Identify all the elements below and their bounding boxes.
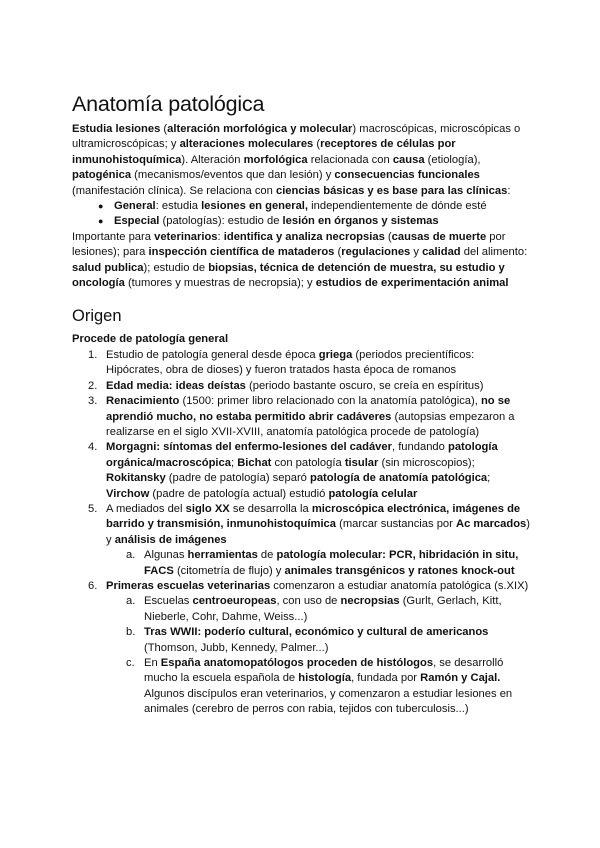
text-run: (Gurlt, Gerlach, Kitt, Nieberle, Cohr, Dahme, Weiss...) [144, 595, 502, 623]
bold-text: Ac marcados [456, 518, 527, 531]
bold-text: Renacimiento [106, 395, 180, 408]
importance-paragraph [72, 230, 530, 292]
sub-list-item [106, 656, 530, 718]
text-run: ) y [106, 518, 531, 546]
text-run: : [217, 230, 224, 243]
bold-text: Rokitansky [106, 472, 166, 485]
text-run: Estudio de patología general desde época [106, 348, 319, 361]
list-item-text [106, 379, 530, 394]
sub-list-letter: a. [126, 595, 136, 608]
sub-list-item [106, 625, 530, 656]
text-run: En [144, 657, 161, 669]
bold-text: estudios de experimentación animal [315, 277, 509, 290]
bold-text: herramientas [187, 549, 258, 562]
bullet-item [102, 214, 530, 229]
text-run: del alimento: [460, 246, 528, 259]
bold-text: General [114, 200, 156, 213]
text-run: (marcar sustancias por [336, 518, 456, 531]
text-run: (Thomson, Jubb, Kennedy, Palmer...) [144, 641, 329, 654]
section-heading-origen: Origen [72, 307, 122, 326]
bold-text: Bichat [237, 456, 272, 469]
bold-text: alteraciones moleculares [179, 138, 314, 151]
text-run: (tumores y muestras de necropsia); y [124, 277, 316, 290]
bold-text: causa [392, 153, 425, 166]
text-run: ); estudio de [143, 261, 209, 274]
origen-list-item [72, 502, 530, 579]
text-run: , se desarrolló mucho la escuela española de [144, 657, 504, 685]
list-number: 2. [88, 379, 98, 392]
text-run: con patología [271, 456, 345, 469]
bold-text: patología celular [328, 487, 418, 500]
bold-text: griega [318, 348, 353, 361]
bold-text: Virchow [106, 487, 150, 500]
text-run: (1500: primer libro relacionado con la anatomía patológica), [179, 395, 481, 408]
origen-list-item [72, 440, 530, 502]
bold-text: patología molecular: PCR, hibridación in situ, FACS [144, 549, 519, 577]
bold-text: siglo XX [185, 502, 230, 515]
bold-text: histología [298, 672, 352, 685]
sub-list [106, 594, 530, 717]
list-item-text [106, 579, 530, 594]
bold-text: ciencias básicas y es base para las clínicas [275, 184, 508, 197]
sub-list-item [106, 548, 530, 579]
text-run: (citometría de flujo) y [173, 564, 285, 577]
text-run: ( [160, 123, 168, 135]
bold-text: lesión en órganos y sistemas [282, 215, 439, 228]
text-run: (padre de patología) separó [165, 472, 310, 485]
text-run: : [507, 184, 511, 197]
text-run: y [410, 246, 423, 259]
sub-list-letter: b. [126, 626, 136, 639]
text-run: relacionada con [307, 153, 393, 166]
text-run: ) macroscópicas, microscópicas o ultramicroscópicas; y [72, 123, 521, 151]
text-run: Importante para [72, 230, 155, 243]
list-item-text [106, 394, 530, 440]
bold-text: España anatomopatólogos proceden de histólogos [160, 657, 434, 669]
bold-text: inspección científica de mataderos [148, 246, 335, 259]
bold-text: receptores de células por inmunohistoquímica [72, 138, 456, 166]
text-run: (patologías): estudio de [159, 215, 283, 228]
text-run: , fundando [391, 441, 448, 454]
text-run: comenzaron a estudiar anatomía patológica (s.XIX) [270, 579, 529, 592]
bold-text: consecuencias funcionales [334, 169, 480, 182]
bold-text: animales transgénicos y ratones knock-out [284, 564, 515, 577]
text-run: , fundada por [351, 672, 421, 685]
bold-text: Tras WWII: poderío cultural, económico y cultural de americanos [144, 626, 489, 639]
text-run: de [257, 549, 277, 562]
text-run: ; [230, 456, 238, 469]
sub-list-item-text [144, 625, 530, 656]
bold-text: causas de muerte [391, 230, 487, 243]
bold-text: Morgagni: síntomas del enfermo-lesiones del cadáver [106, 441, 392, 454]
bold-text: análisis de imágenes [114, 533, 227, 546]
bold-text: calidad [422, 246, 461, 259]
list-number: 4. [88, 441, 98, 454]
bold-text: identifica y analiza necropsias [223, 230, 385, 243]
list-number: 1. [88, 348, 98, 361]
text-run: Algunas [144, 549, 188, 562]
text-run: Algunos discípulos eran veterinarios, y comenzaron a estudiar lesiones en animales (cerebro de perros con rabia, tejidos con tuberculosis...) [144, 687, 513, 716]
list-number: 3. [88, 395, 98, 408]
origen-numbered-list [72, 348, 530, 718]
sub-list-item-text [144, 548, 530, 579]
intro-paragraph [72, 122, 530, 199]
page-title: Anatomía patológica [72, 92, 265, 116]
bold-text: tisular [344, 456, 379, 469]
bold-text: Especial [114, 215, 160, 228]
bold-text: biopsias, técnica de detención de muestra, su estudio y oncología [72, 261, 505, 290]
bold-text: patogénica [72, 169, 132, 182]
sub-list-letter: c. [126, 657, 135, 669]
bold-text: lesiones en general, [201, 200, 309, 213]
bold-text: Estudia lesiones [72, 123, 161, 135]
intro-bullet-list [72, 199, 530, 230]
list-item-text [106, 348, 530, 379]
sub-list-item [106, 594, 530, 625]
bold-text: alteración morfológica y molecular [167, 123, 353, 135]
origen-list-item [72, 379, 530, 394]
origen-list-item [72, 348, 530, 379]
bold-text: necropsias [340, 595, 400, 608]
sub-list-letter: a. [126, 549, 136, 562]
sub-list-item-text [144, 594, 530, 625]
bold-text: no se aprendió mucho, no estaba permitido abrir cadáveres [106, 395, 511, 423]
bold-text: Edad media: ideas deístas [106, 379, 246, 392]
text-run: : estudia [155, 200, 202, 213]
text-run: (padre de patología actual) estudió [149, 487, 329, 500]
text-run: ( [384, 230, 392, 243]
text-run: (etiología), [424, 153, 481, 166]
list-number: 6. [88, 579, 98, 592]
text-run: ). Alteración [181, 153, 244, 166]
list-item-text [106, 440, 530, 502]
bold-text: centroeuropeas [192, 595, 277, 608]
text-run: por lesiones); para [72, 230, 506, 259]
origen-list-item [72, 579, 530, 718]
bold-text: regulaciones [341, 246, 411, 259]
bold-text: veterinarios [154, 230, 218, 243]
bold-text: Ramón y Cajal. [420, 672, 501, 685]
text-run: ( [334, 246, 342, 259]
origen-subheading: Procede de patología general [72, 333, 229, 346]
list-item-text [106, 502, 530, 548]
origen-list-item [72, 394, 530, 440]
bold-text: morfológica [243, 153, 308, 166]
bold-text: Primeras escuelas veterinarias [106, 579, 271, 592]
text-run: (periodos precientíficos: Hipócrates, obra de dioses) y fueron tratados hasta época de romanos [106, 348, 475, 377]
sub-list [106, 548, 530, 579]
text-run: se desarrolla la [229, 502, 312, 515]
bold-text: salud publica [72, 261, 144, 274]
text-run: , con uso de [276, 595, 341, 608]
bold-text: patología orgánica/macroscópica [106, 441, 498, 469]
bold-text: microscópica electrónica, imágenes de barrido y transmisión, inmunohistoquímica [106, 502, 521, 531]
bullet-item [102, 199, 530, 214]
text-run: (sin microscopios); [378, 456, 475, 469]
text-run: Escuelas [144, 595, 193, 608]
text-run: (mecanismos/eventos que dan lesión) y [131, 169, 335, 182]
sub-list-item-text [144, 656, 530, 718]
text-run: ( [313, 138, 321, 151]
text-run: ; [487, 472, 491, 485]
text-run: independientemente de dónde esté [308, 200, 487, 213]
bold-text: patología de anatomía patológica [310, 472, 488, 485]
text-run: (autopsias empezaron a realizarse en el siglo XVII-XVIII, anatomía patológica procede de patología) [106, 410, 515, 438]
text-run: A mediados del [106, 502, 186, 515]
text-run: (periodo bastante oscuro, se creía en espíritus) [245, 379, 484, 392]
text-run: (manifestación clínica). Se relaciona con [72, 184, 276, 197]
list-number: 5. [88, 502, 98, 515]
